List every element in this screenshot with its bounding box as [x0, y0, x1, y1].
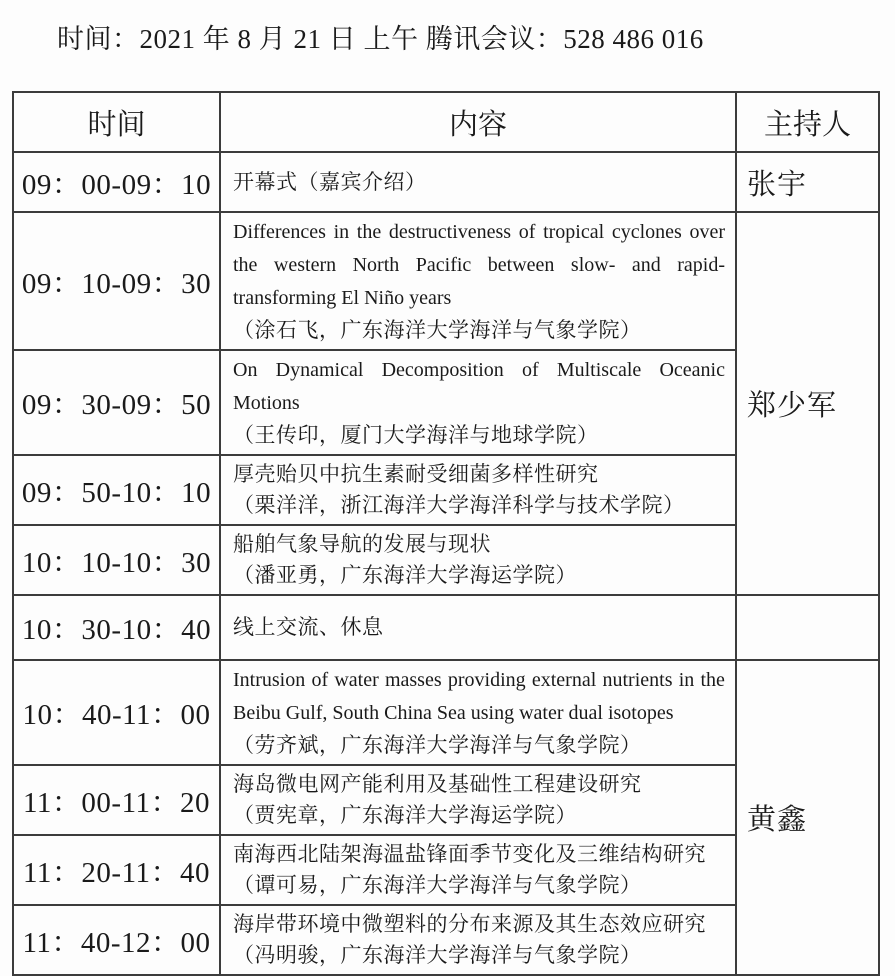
presenter-line: （涂石飞，广东海洋大学海洋与气象学院）	[233, 318, 642, 342]
content-cell	[220, 835, 736, 905]
content-title-line: 厚壳贻贝中抗生素耐受细菌多样性研究	[233, 462, 599, 486]
schedule-row	[13, 212, 879, 350]
word: of	[518, 221, 536, 243]
word: and	[631, 254, 661, 276]
host-cell	[736, 595, 879, 660]
content-title-line: transforming El Niño years	[233, 287, 452, 309]
word: of	[311, 669, 329, 691]
content-title-line	[233, 664, 725, 697]
content-title-line: Beibu Gulf, South China Sea using water dual isotopes	[233, 702, 674, 724]
time-cell: 11：00-11：20	[13, 765, 220, 835]
presenter-line: （冯明骏，广东海洋大学海洋与气象学院）	[233, 943, 642, 967]
word: North	[352, 254, 400, 276]
content-title-line	[233, 354, 725, 387]
word: On	[233, 359, 258, 381]
content-cell	[220, 595, 736, 660]
word: Pacific	[415, 254, 472, 276]
content-cell	[220, 660, 736, 765]
schedule-body	[13, 152, 879, 975]
content-title-line	[233, 249, 725, 282]
presenter-line: （栗洋洋，浙江海洋大学海洋科学与技术学院）	[233, 493, 685, 517]
content-title-line: 海岸带环境中微塑料的分布来源及其生态效应研究	[233, 912, 706, 936]
schedule-table	[12, 91, 880, 976]
word: Multiscale	[556, 359, 642, 381]
word: external	[531, 669, 597, 691]
content-title-line: 船舶气象导航的发展与现状	[233, 532, 491, 556]
word: destructiveness	[388, 221, 512, 243]
content-title-line: 海岛微电网产能利用及基础性工程建设研究	[233, 772, 642, 796]
word: rapid-	[677, 254, 725, 276]
word: Decomposition	[381, 359, 504, 381]
schedule-row	[13, 660, 879, 765]
content-title-line: 南海西北陆架海温盐锋面季节变化及三维结构研究	[233, 842, 706, 866]
word: masses	[384, 669, 442, 691]
content-cell	[220, 152, 736, 212]
word: over	[689, 221, 725, 243]
word: nutrients	[602, 669, 673, 691]
word: in	[333, 221, 350, 243]
presenter-line: （谭可易，广东海洋大学海洋与气象学院）	[233, 873, 642, 897]
content-cell	[220, 350, 736, 455]
session-heading: 时间：2021 年 8 月 21 日 上午 腾讯会议：528 486 016	[57, 24, 704, 54]
word: the	[700, 669, 725, 691]
word: Dynamical	[275, 359, 364, 381]
word: cyclones	[611, 221, 682, 243]
time-cell: 10：40-11：00	[13, 660, 220, 765]
presenter-line: （贾宪章，广东海洋大学海运学院）	[233, 803, 577, 827]
time-cell: 11：40-12：00	[13, 905, 220, 975]
content-title-line: 开幕式（嘉宾介绍）	[233, 169, 427, 194]
word: slow-	[570, 254, 616, 276]
presenter-line: （王传印，厦门大学海洋与地球学院）	[233, 423, 599, 447]
host-cell: 黄鑫	[736, 660, 879, 975]
word: between	[487, 254, 555, 276]
content-cell	[220, 905, 736, 975]
word: Differences	[233, 221, 326, 243]
schedule-row	[13, 595, 879, 660]
presenter-line: （潘亚勇，广东海洋大学海运学院）	[233, 563, 577, 587]
header-content: 内容	[220, 92, 736, 152]
content-cell	[220, 525, 736, 595]
word: in	[678, 669, 695, 691]
word: water	[334, 669, 379, 691]
content-title-line: 线上交流、休息	[233, 615, 384, 639]
presenter-line: （劳齐斌，广东海洋大学海洋与气象学院）	[233, 733, 642, 757]
host-cell: 郑少军	[736, 212, 879, 595]
word: the	[233, 254, 258, 276]
word: tropical	[543, 221, 605, 243]
word: of	[521, 359, 539, 381]
word: Intrusion	[233, 669, 306, 691]
time-cell: 09：50-10：10	[13, 455, 220, 525]
content-title-line: Motions	[233, 392, 300, 414]
word: the	[356, 221, 382, 243]
header-host: 主持人	[736, 92, 879, 152]
content-title-line	[233, 216, 725, 249]
word: western	[273, 254, 337, 276]
time-cell: 11：20-11：40	[13, 835, 220, 905]
time-cell: 09：10-09：30	[13, 212, 220, 350]
header-row	[13, 92, 879, 152]
content-cell	[220, 212, 736, 350]
time-cell: 09：30-09：50	[13, 350, 220, 455]
time-cell: 09：00-09：10	[13, 152, 220, 212]
word: Oceanic	[659, 359, 725, 381]
schedule-row	[13, 152, 879, 212]
time-cell: 10：10-10：30	[13, 525, 220, 595]
content-cell	[220, 765, 736, 835]
host-cell: 张宇	[736, 152, 879, 212]
word: providing	[447, 669, 526, 691]
time-cell: 10：30-10：40	[13, 595, 220, 660]
header-time: 时间	[13, 92, 220, 152]
content-cell	[220, 455, 736, 525]
